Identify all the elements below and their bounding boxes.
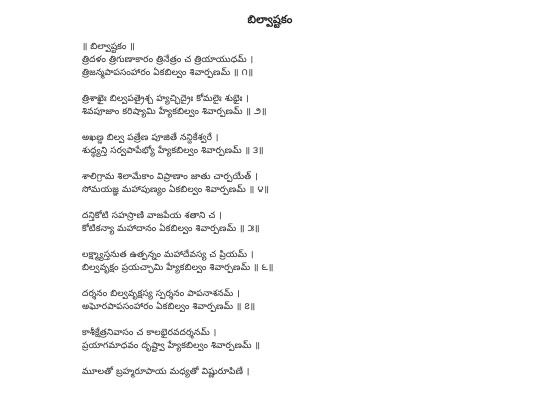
page-title: బిల్వాష్టకం: [247, 13, 293, 26]
stanza-8-line-1: కాశీక్షేత్రనివాసం చ కాలభైరవదర్శనమ్ ।: [82, 328, 217, 338]
stanza-5-line-2: కోటికన్యా మహాదానం ఏకబిల్వం శివార్పణమ్ ॥ ౫॥: [82, 224, 260, 234]
stanza-gap: [82, 80, 502, 93]
last-line: మూలతో బ్రహ్మరూపాయ మధ్యతో విష్ణురూపిణే ।: [82, 367, 250, 377]
stanza-6-line-1: లక్ష్మ్యాస్తనుత ఉత్పన్నం మహాదేవస్య చ ప్రియమ్ ।: [82, 250, 254, 260]
stanza-3-line-1: అఖణ్డ బిల్వ పత్రేణ పూజితే నన్దికేశ్వరే ।: [82, 133, 219, 143]
stanza-gap: [82, 275, 502, 288]
stanza-7-line-1: దర్శనం బిల్వవృక్షస్య స్పర్శనం పాపనాశనమ్ ।: [82, 289, 240, 299]
verse-body: [82, 41, 502, 379]
stanza-1-line-2: త్రిజన్మపాపసంహారం ఏకబిల్వం శివార్పణమ్ ॥ ౧॥: [82, 68, 254, 78]
stanza-3-line-2: శుద్ధ్యన్తి సర్వపాపేభ్యో హ్యేకబిల్వం శివార్పణమ్ ॥ ౩॥: [82, 146, 264, 156]
stanza-6-line-2: బిల్వవృక్షం ప్రయచ్ఛామి హ్యేకబిల్వం శివార్పణమ్ ॥ ౬॥: [82, 263, 274, 273]
stanza-2-line-2: శివపూజాం కరిష్యామి హ్యేకబిల్వం శివార్పణమ్ ॥ ౨॥: [82, 107, 267, 117]
stanza-7-line-2: అఘోరపాపసంహారం ఏకబిల్వం శివార్పణమ్ ॥ ౭॥: [82, 302, 256, 312]
stanza-gap: [82, 158, 502, 171]
stanza-5-line-1: దన్తికోటి సహస్రాణి వాజపేయ శతాని చ ।: [82, 211, 222, 221]
stanza-8-line-2: ప్రయాగమాధవం దృష్ట్వా హ్యేకబిల్వం శివార్పణమ్ ॥: [82, 341, 261, 351]
stanza-2-line-1: త్రిశాఖైః బిల్వపత్రైశ్చ హ్యచ్ఛిద్రైః కోమలైః శుభైః ।: [82, 94, 249, 104]
stotram-heading: ॥ బిల్వాష్టకం ॥: [82, 42, 135, 52]
stanza-gap: [82, 236, 502, 249]
stanza-gap: [82, 197, 502, 210]
stanza-gap: [82, 353, 502, 366]
stanza-gap: [82, 314, 502, 327]
stanza-4-line-2: సోమయజ్ఞ మహాపుణ్యం ఏకబిల్వం శివార్పణమ్ ॥ ౪॥: [82, 185, 270, 195]
stanza-4-line-1: శాలిగ్రామ శిలామేకాం విప్రాణాం జాతు చార్పయేత్ ।: [82, 172, 258, 182]
stanza-1-line-1: త్రిదళం త్రిగుణాకారం త్రినేత్రం చ త్రియాయుధమ్ ।: [82, 55, 254, 65]
stanza-gap: [82, 119, 502, 132]
